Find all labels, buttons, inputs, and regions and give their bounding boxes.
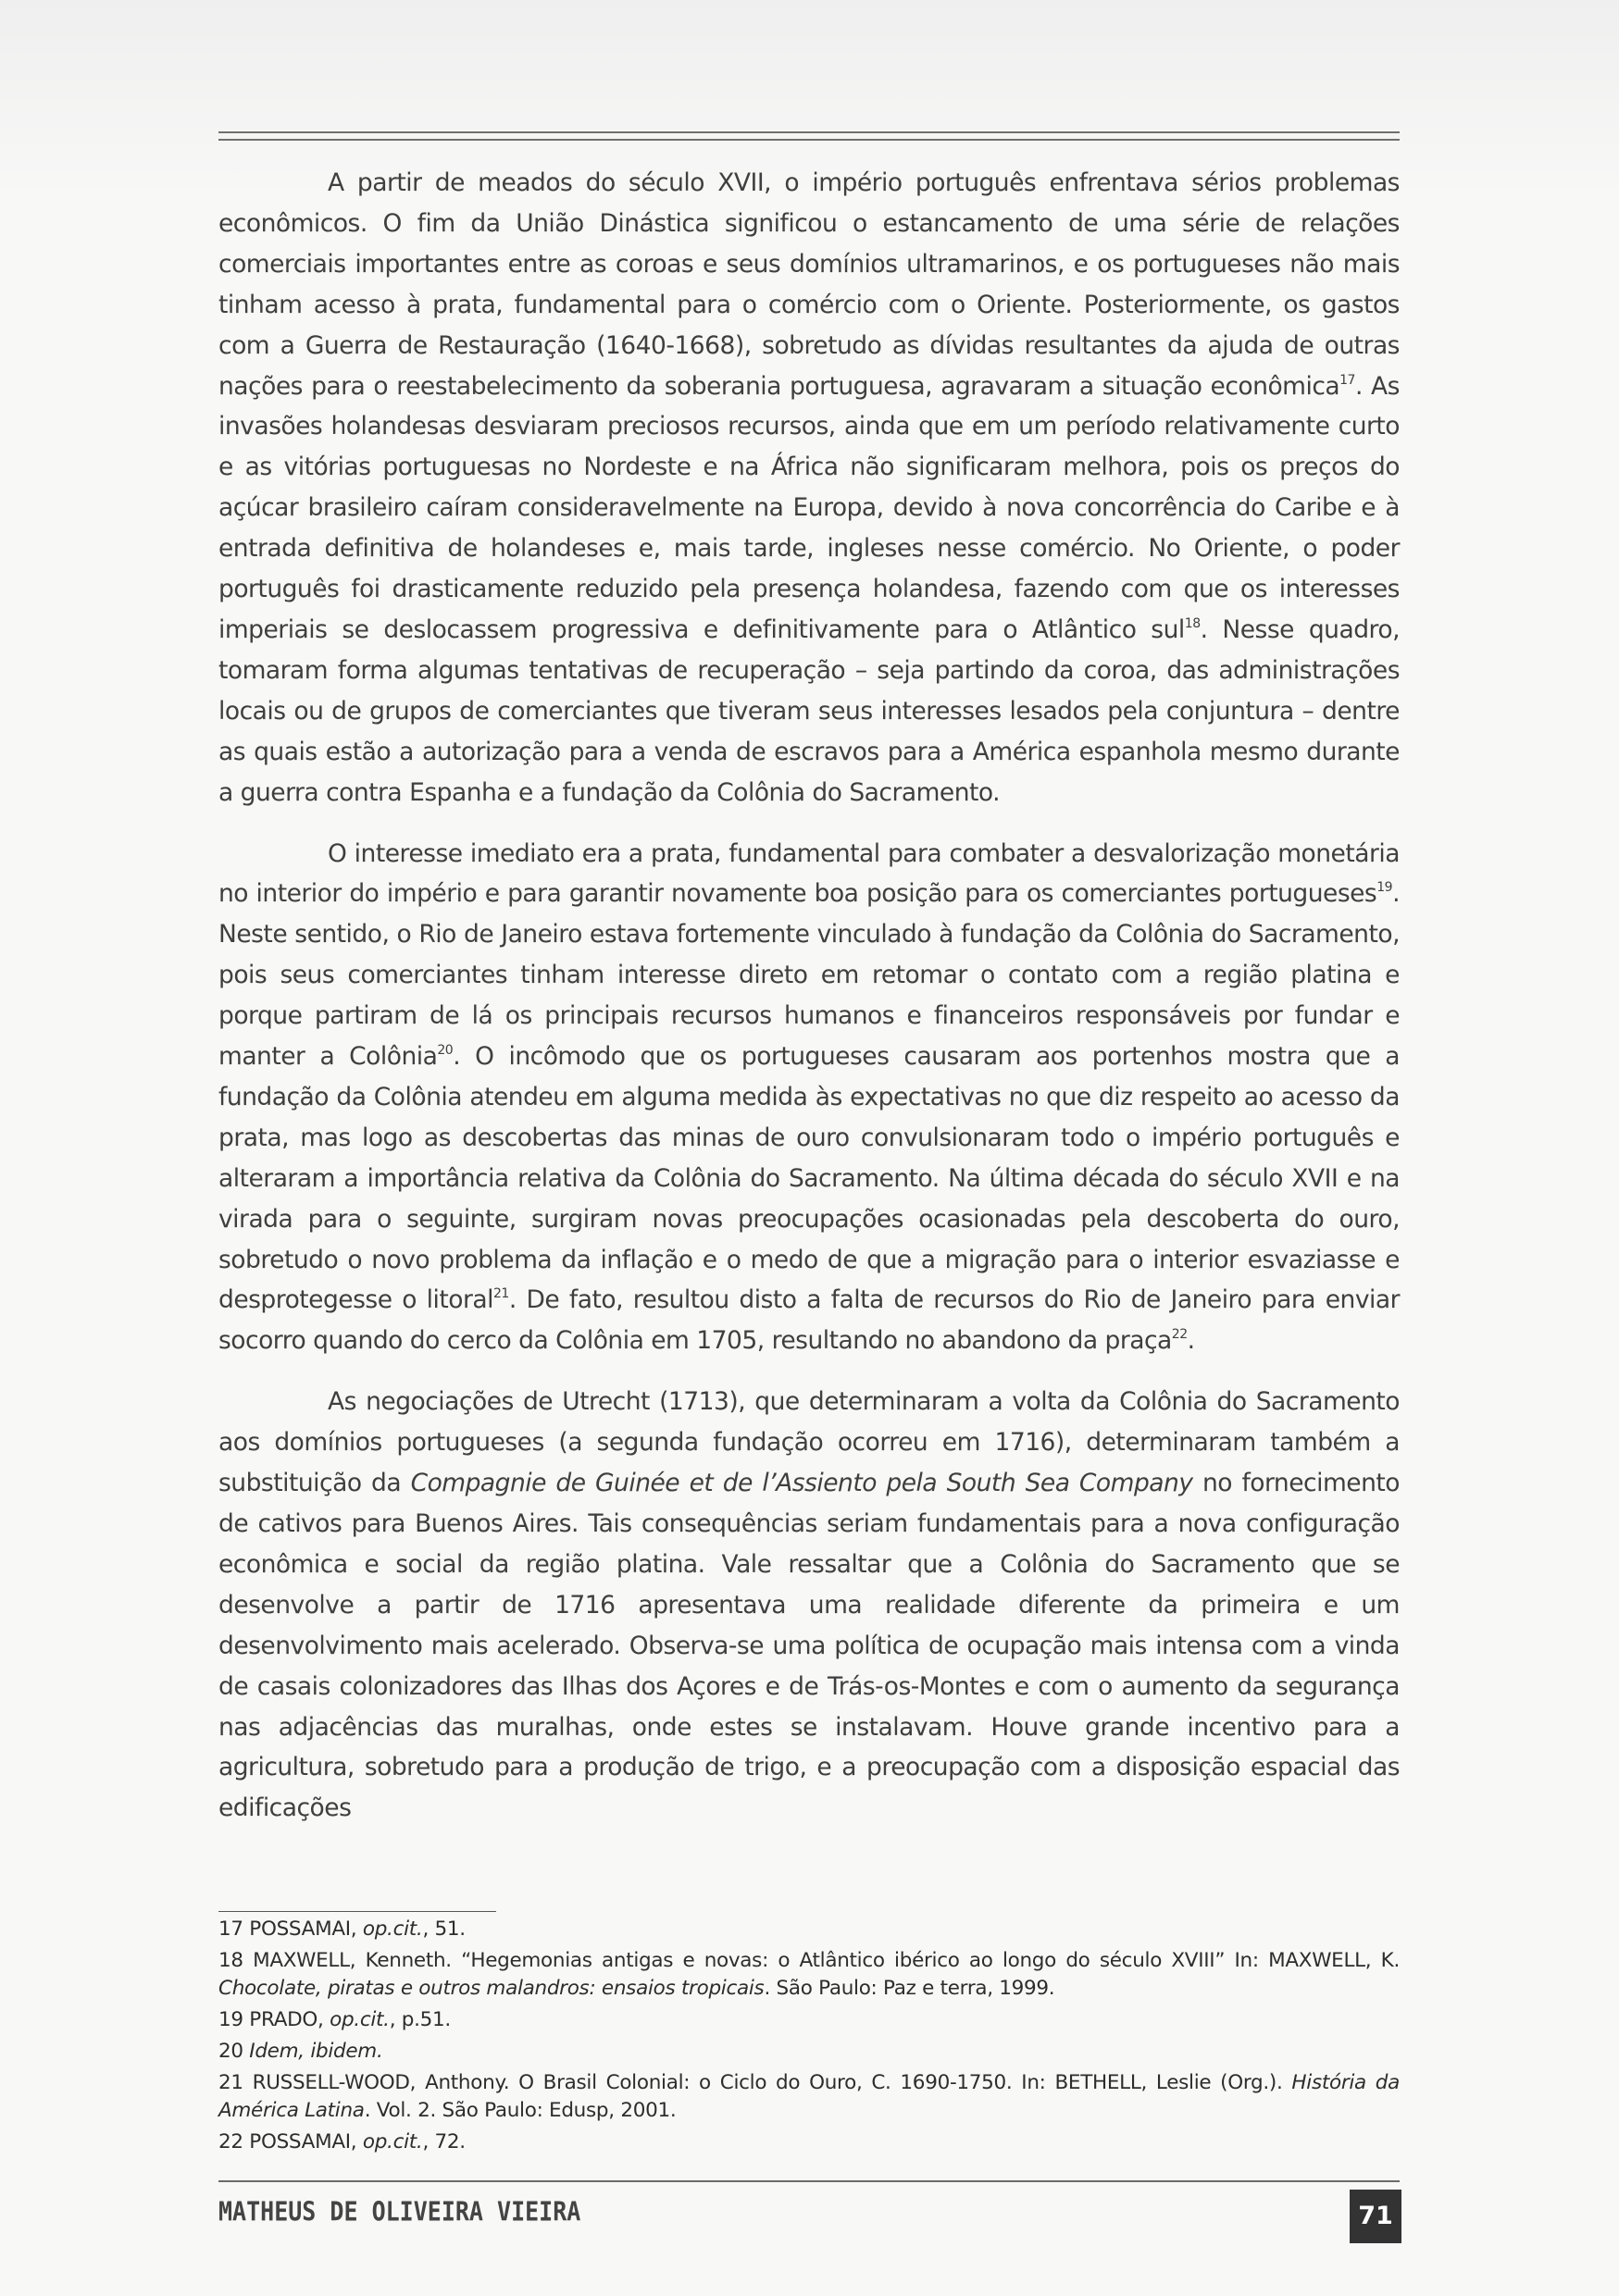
text-run: . <box>1187 1326 1195 1356</box>
text-run: no fornecimento de cativos para Buenos Aires. Tais consequências seriam fundamentais para a nova configuração econômica e social da região platina. Vale ressaltar que a Colônia do Sacramento que se desenvolve a partir de 1716 apresentava uma realidade diferente da primeira e um desenvolvimento mais acelerado. Observa-se uma política de ocupação mais intensa com a vinda de casais colonizadores das Ilhas dos Açores e de Trás-os-Montes e com o aumento da segurança nas adjacências das muralhas, onde estes se instalavam. Houve grande incentivo para a agricultura, sobretudo para a produção de trigo, e a preocupação com a disposição espacial das edificações <box>218 1469 1400 1823</box>
footnotes <box>218 1916 1400 2160</box>
text-run: As negociações de Utrecht (1713), que determinaram a volta da Colônia do Sacramento aos domínios portugueses (a segunda fundação ocorreu em 1716), determinaram também a substituição da <box>218 1387 1400 1498</box>
text-run: . Vol. 2. São Paulo: Edusp, 2001. <box>364 2099 677 2122</box>
footnote-ref: 20 <box>437 1043 454 1059</box>
italic-text: op.cit. <box>362 2130 423 2153</box>
text-run: . Neste sentido, o Rio de Janeiro estava fortemente vinculado à fundação da Colônia do Sacramento, pois seus comerciantes tinham interesse direto em retomar o contato com a região platina e porque partiram de lá os principais recursos humanos e financeiros responsáveis por fundar e manter a Colônia <box>218 879 1400 1072</box>
italic-text: Chocolate, piratas e outros malandros: ensaios tropicais <box>218 1977 765 2000</box>
footnote <box>218 1916 1400 1943</box>
text-run: , p.51. <box>389 2008 451 2031</box>
paragraph <box>218 834 1400 1362</box>
footnote <box>218 2038 1400 2066</box>
footnote <box>218 2069 1400 2125</box>
footnote-ref: 17 <box>1339 372 1355 388</box>
footnote <box>218 1947 1400 2003</box>
author-name: MATHEUS DE OLIVEIRA VIEIRA <box>218 2196 581 2228</box>
footnote <box>218 2006 1400 2034</box>
footnote-ref: 22 <box>1171 1327 1188 1343</box>
italic-text: Idem, ibidem. <box>249 2040 383 2063</box>
text-run: 17 POSSAMAI, <box>218 1917 363 1941</box>
text-run: . Nesse quadro, tomaram forma algumas tentativas de recuperação – seja partindo da coroa, das administrações locais ou de grupos de comerciantes que tiveram seus interesses lesados pela conjuntura – dentre as quais estão a autorização para a venda de escravos para a América espanhola mesmo durante a guerra contra Espanha e a fundação da Colônia do Sacramento. <box>218 614 1400 807</box>
text-run: 19 PRADO, <box>218 2008 330 2031</box>
text-run: 21 RUSSELL-WOOD, Anthony. O Brasil Colonial: o Ciclo do Ouro, C. 1690-1750. In: BETHELL, Leslie (Org.). <box>218 2071 1292 2094</box>
footnote-ref: 18 <box>1184 615 1201 631</box>
italic-text: op.cit. <box>330 2008 390 2031</box>
text-run: , 51. <box>422 1917 466 1941</box>
footnote-ref: 19 <box>1376 880 1393 896</box>
text-run: 22 POSSAMAI, <box>218 2130 363 2153</box>
italic-text: Compagnie de Guinée et de l’Assiento pela South Sea Company <box>410 1469 1193 1498</box>
header-double-rule <box>218 131 1400 141</box>
text-run: 20 <box>218 2040 250 2063</box>
text-run: . As invasões holandesas desviaram preciosos recursos, ainda que em um período relativamente curto e as vitórias portuguesas no Nordeste e na África não significaram melhora, pois os preços do açúcar brasileiro caíram consideravelmente na Europa, devido à nova concorrência do Caribe e à entrada definitiva de holandeses e, mais tarde, ingleses nesse comércio. No Oriente, o poder português foi drasticamente reduzido pela presença holandesa, fazendo com que os interesses imperiais se deslocassem progressiva e definitivamente para o Atlântico sul <box>218 371 1400 644</box>
footer-rule <box>218 2180 1400 2182</box>
paragraph <box>218 1382 1400 1829</box>
text-run: O interesse imediato era a prata, fundamental para combater a desvalorização monetária no interior do império e para garantir novamente boa posição para os comerciantes portugueses <box>218 838 1400 909</box>
text-run: . O incômodo que os portugueses causaram aos portenhos mostra que a fundação da Colônia atendeu em alguma medida às expectativas no que diz respeito ao acesso da prata, mas logo as descobertas das minas de ouro convulsionaram todo o império português e alteraram a importância relativa da Colônia do Sacramento. Na última década do século XVII e na virada para o seguinte, surgiram novas preocupações ocasionadas pela descoberta do ouro, sobretudo o novo problema da inflação e o medo de que a migração para o interior esvaziasse e desprotegesse o litoral <box>218 1042 1400 1315</box>
page-number: 71 <box>1350 2190 1401 2243</box>
text-run: . São Paulo: Paz e terra, 1999. <box>764 1977 1055 2000</box>
footnote-separator <box>218 1911 496 1912</box>
italic-text: op.cit. <box>362 1917 423 1941</box>
text-run: . De fato, resultou disto a falta de recursos do Rio de Janeiro para enviar socorro quando do cerco da Colônia em 1705, resultando no abandono da praça <box>218 1285 1400 1356</box>
body-text <box>218 163 1400 1849</box>
paragraph <box>218 163 1400 813</box>
footnote-ref: 21 <box>493 1286 509 1302</box>
italic-text: História da América Latina <box>218 2071 1400 2122</box>
text-run: 18 MAXWELL, Kenneth. “Hegemonias antigas e novas: o Atlântico ibérico ao longo do século XVIII” In: MAXWELL, K. <box>218 1949 1400 1972</box>
text-run: , 72. <box>422 2130 466 2153</box>
text-run: A partir de meados do século XVII, o império português enfrentava sérios problemas econômicos. O fim da União Dinástica significou o estancamento de uma série de relações comerciais importantes entre as coroas e seus domínios ultramarinos, e os portugueses não mais tinham acesso à prata, fundamental para o comércio com o Oriente. Posteriormente, os gastos com a Guerra de Restauração (1640-1668), sobretudo as dívidas resultantes da ajuda de outras nações para o reestabelecimento da soberania portuguesa, agravaram a situação econômica <box>218 168 1400 401</box>
footnote <box>218 2128 1400 2156</box>
